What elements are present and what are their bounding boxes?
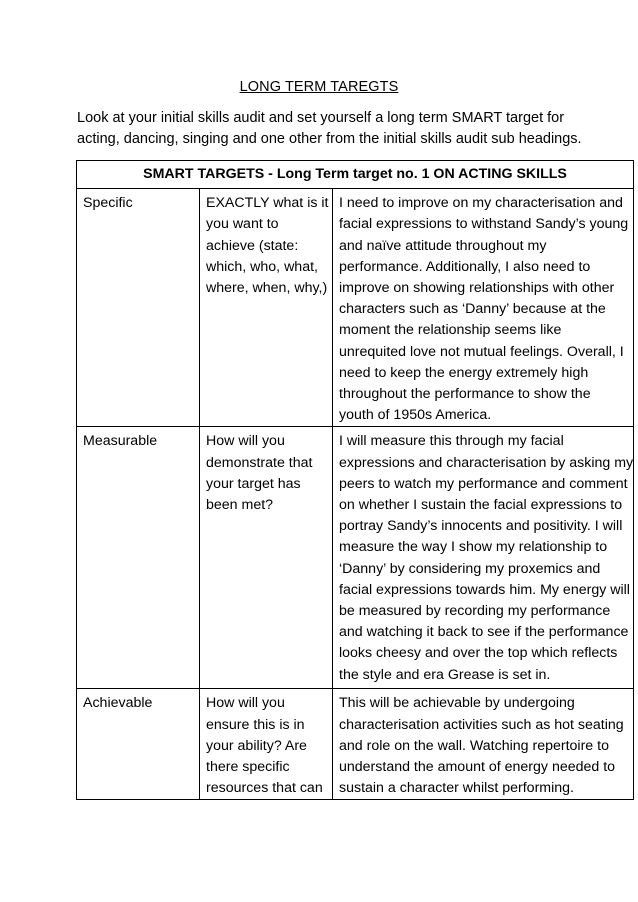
question-line: How will you [206, 433, 285, 450]
answer-line: characterisation activities such as hot seating [339, 716, 624, 733]
question-line: your ability? Are [206, 737, 307, 754]
row-label: Achievable [77, 689, 200, 800]
question-line: ensure this is in [206, 716, 305, 733]
row-question [200, 189, 333, 427]
question-line: been met? [206, 497, 274, 514]
question-line: you want to [206, 216, 279, 233]
answer-line: This will be achievable by undergoing [339, 695, 575, 712]
answer-line: be measured by recording my performance [339, 603, 611, 620]
answer-line: unrequited love not mutual feelings. Overall, I [339, 343, 624, 360]
answer-line: facial expressions towards him. My energy will [339, 581, 630, 598]
question-line: achieve (state: [206, 237, 299, 254]
row-question [200, 689, 333, 800]
answer-line: performance. Additionally, I also need to [339, 258, 591, 275]
question-line: where, when, why,) [206, 280, 328, 297]
question-line: there specific [206, 759, 290, 776]
intro-paragraph [77, 108, 637, 150]
question-line: which, who, what, [206, 258, 318, 275]
answer-line: youth of 1950s America. [339, 407, 492, 424]
answer-line: and naïve attitude throughout my [339, 237, 547, 254]
table-row-specific [77, 189, 634, 427]
answer-line: need to keep the energy extremely high [339, 364, 589, 381]
answer-line: moment the relationship seems like [339, 322, 562, 339]
row-answer [333, 427, 634, 689]
answer-line: peers to watch my performance and comment [339, 475, 628, 492]
row-label: Measurable [77, 427, 200, 689]
table-header-row [77, 161, 634, 189]
question-line: demonstrate that [206, 454, 313, 471]
question-line: resources that can [206, 780, 323, 797]
answer-line: facial expressions to withstand Sandy’s young [339, 216, 629, 233]
answer-line: looks cheesy and over the top which reflects [339, 645, 618, 662]
row-answer [333, 189, 634, 427]
row-answer [333, 689, 634, 800]
question-line: How will you [206, 695, 285, 712]
smart-targets-table [76, 160, 634, 800]
answer-line: ‘Danny’ by considering my proxemics and [339, 560, 601, 577]
answer-line: measure the way I show my relationship to [339, 539, 608, 556]
answer-line: expressions and characterisation by asking my [339, 454, 634, 471]
answer-line: characters such as ‘Danny’ because at the [339, 301, 606, 318]
answer-line: understand the amount of energy needed to [339, 759, 616, 776]
answer-line: on whether I sustain the facial expressions to [339, 497, 623, 514]
answer-line: portray Sandy’s innocents and positivity. I will [339, 518, 623, 535]
answer-line: throughout the performance to show the [339, 386, 591, 403]
answer-line: improve on showing relationships with other [339, 280, 615, 297]
answer-line: sustain a character whilst performing. [339, 780, 574, 797]
answer-line: I need to improve on my characterisation and [339, 195, 623, 212]
answer-line: and role on the wall. Watching repertoire to [339, 737, 609, 754]
intro-line: Look at your initial skills audit and set yourself a long term SMART target for [77, 110, 565, 126]
intro-line: acting, dancing, singing and one other from the initial skills audit sub headings. [77, 131, 582, 147]
page-title: LONG TERM TAREGTS [239, 79, 399, 95]
table-row-achievable [77, 689, 634, 800]
question-line: your target has [206, 475, 301, 492]
question-line: EXACTLY what is it [206, 195, 329, 212]
table-header: SMART TARGETS - Long Term target no. 1 ON ACTING SKILLS [77, 161, 634, 189]
answer-line: and watching it back to see if the performance [339, 624, 629, 641]
table-row-measurable [77, 427, 634, 689]
answer-line: the style and era Grease is set in. [339, 666, 551, 683]
row-label: Specific [77, 189, 200, 427]
row-question [200, 427, 333, 689]
answer-line: I will measure this through my facial [339, 433, 564, 450]
